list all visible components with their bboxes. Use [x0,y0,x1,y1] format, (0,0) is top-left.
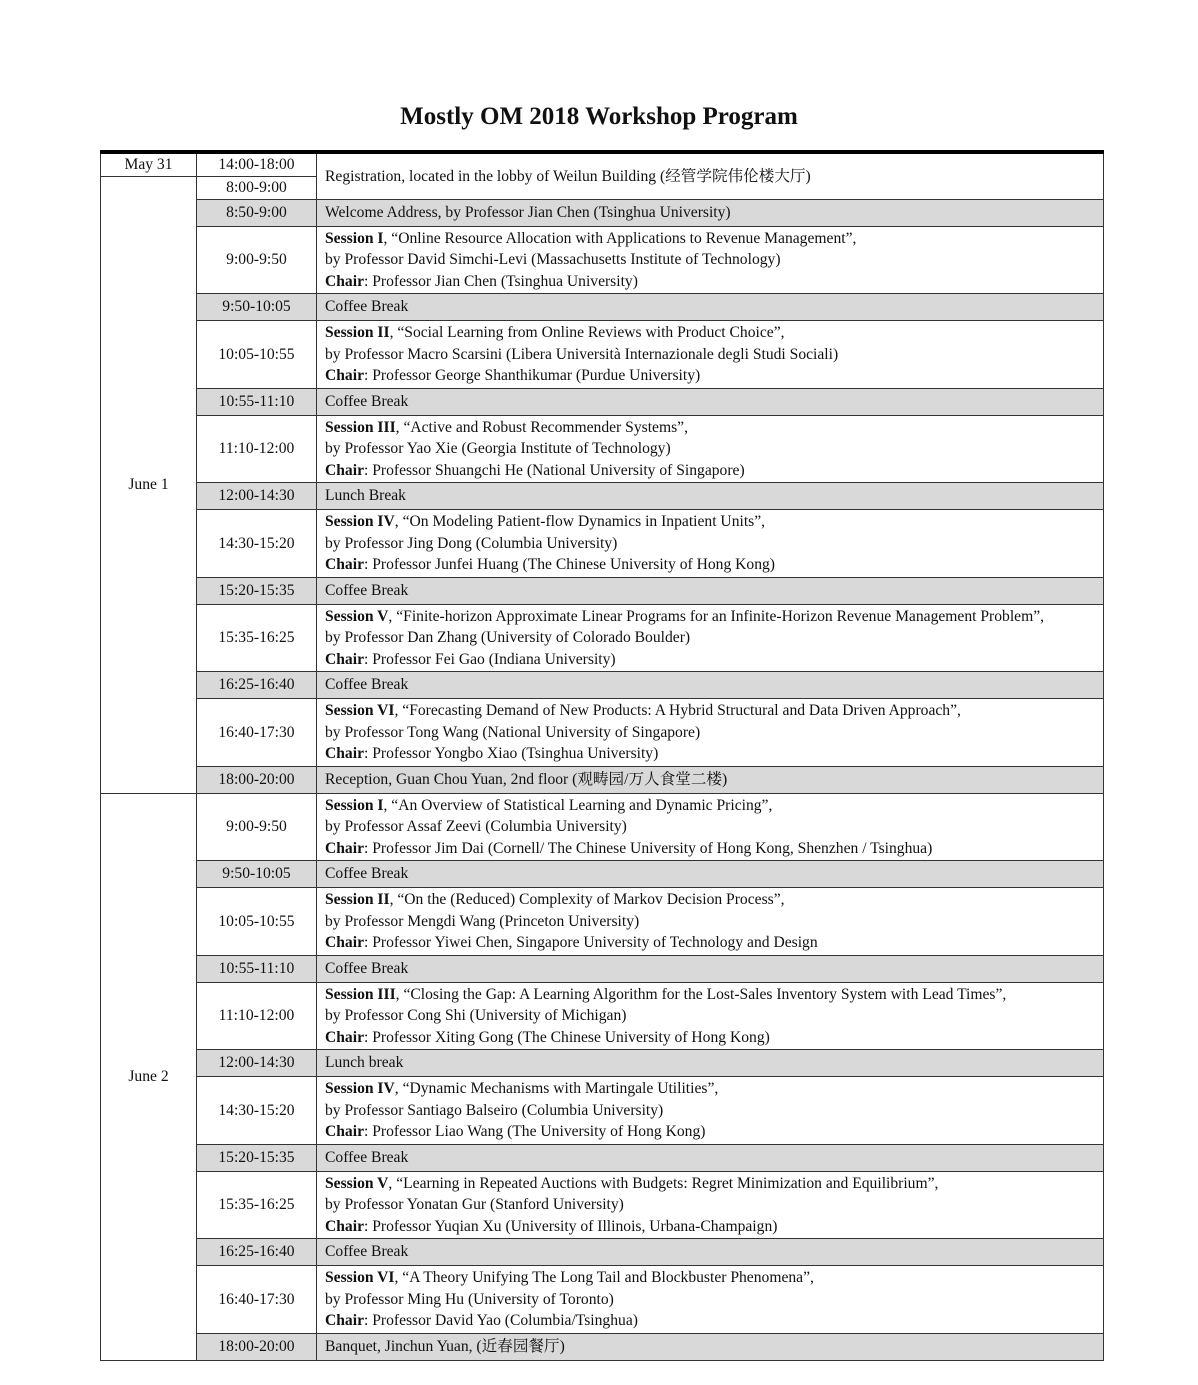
session-title-line [325,417,1095,439]
chair-line [325,932,1095,954]
chair-line [325,1121,1095,1143]
session-title-line [325,228,1095,250]
chair-line [325,1027,1095,1049]
event-cell: Coffee Break [317,1144,1104,1171]
session-title-line [325,511,1095,533]
table-row [101,1171,1104,1239]
session-title: , “Online Resource Allocation with Applications to Revenue Management”, [383,229,857,247]
chair-name: : Professor Yiwei Chen, Singapore University of Technology and Design [363,934,818,951]
session-label: Session III [325,418,396,436]
event-cell: Coffee Break [317,1239,1104,1266]
chair-name: : Professor Yuqian Xu (University of Illinois, Urbana-Champaign) [363,1217,778,1235]
table-row [101,226,1104,294]
table-row [101,1144,1104,1171]
session-label: Session IV [325,513,395,530]
table-row [101,699,1104,767]
speaker-line: by Professor Dan Zhang (University of Colorado Boulder) [325,629,691,646]
table-row [101,1050,1104,1077]
session-title: , “On the (Reduced) Complexity of Markov Decision Process”, [389,891,785,908]
chair-name: : Professor Yongbo Xiao (Tsinghua University) [363,745,659,762]
speaker-line: by Professor Santiago Balseiro (Columbia University) [325,1101,664,1119]
table-row [101,1239,1104,1266]
session-title-line [325,700,1095,722]
chair-name: : Professor Junfei Huang (The Chinese University of Hong Kong) [363,556,775,573]
session-cell [317,982,1104,1050]
session-label: Session VI [325,1269,395,1286]
registration-cell: Registration, located in the lobby of Weilun Building (经管学院伟伦楼大厅) [317,152,1104,199]
chair-line [325,649,1095,671]
table-row [101,321,1104,389]
time-cell: 16:25-16:40 [197,672,317,699]
session-label: Session III [325,985,396,1003]
table-row [101,415,1104,483]
session-cell [317,793,1104,861]
time-cell: 14:30-15:20 [197,1077,317,1145]
date-cell-june1: June 1 [101,176,197,793]
chair-line [325,743,1095,765]
time-cell: 14:00-18:00 [197,152,317,176]
chair-label: Chair [325,272,364,290]
speaker-line: by Professor Jing Dong (Columbia University) [325,534,618,552]
session-title-line [325,322,1095,344]
chair-label: Chair [325,461,364,479]
time-cell: 15:35-16:25 [197,1171,317,1239]
time-cell: 16:40-17:30 [197,699,317,767]
table-row [101,955,1104,982]
chair-label: Chair [325,839,364,857]
speaker-line: by Professor Tong Wang (National University of Singapore) [325,723,701,741]
speaker-line: by Professor David Simchi-Levi (Massachusetts Institute of Technology) [325,251,781,268]
speaker-line: by Professor Ming Hu (University of Toronto) [325,1290,614,1308]
time-cell: 8:00-9:00 [197,176,317,199]
speaker-line: by Professor Macro Scarsini (Libera Università Internazionale degli Studi Sociali) [325,345,839,363]
time-cell: 12:00-14:30 [197,483,317,510]
session-cell [317,226,1104,294]
event-cell: Banquet, Jinchun Yuan, (近春园餐厅) [317,1333,1104,1360]
chair-name: : Professor David Yao (Columbia/Tsinghua) [363,1312,638,1329]
event-cell: Coffee Break [317,861,1104,888]
table-row [101,199,1104,226]
chair-name: : Professor Shuangchi He (National University of Singapore) [363,461,745,479]
table-row [101,766,1104,793]
chair-line [325,554,1095,576]
session-title-line [325,984,1095,1006]
session-title: , “Learning in Repeated Auctions with Budgets: Regret Minimization and Equilibrium”, [388,1174,939,1192]
table-row [101,672,1104,699]
session-title-line [325,1173,1095,1195]
chair-label: Chair [325,367,364,384]
session-title: , “Forecasting Demand of New Products: A Hybrid Structural and Data Driven Approach”, [394,702,961,719]
chair-name: : Professor Liao Wang (The University of Hong Kong) [363,1123,706,1140]
page-title: Mostly OM 2018 Workshop Program [400,103,798,130]
chair-label: Chair [325,1312,364,1329]
table-row [101,577,1104,604]
session-title: , “Closing the Gap: A Learning Algorithm for the Lost-Sales Inventory System with Lead Times”, [395,985,1007,1003]
program-table [100,150,1104,1361]
time-cell: 10:55-11:10 [197,955,317,982]
table-row [101,1077,1104,1145]
time-cell: 10:55-11:10 [197,388,317,415]
chair-name: : Professor Jian Chen (Tsinghua University) [363,272,638,290]
session-cell [317,1266,1104,1334]
chair-name: : Professor Fei Gao (Indiana University) [363,650,616,668]
time-cell: 9:00-9:50 [197,226,317,294]
time-cell: 12:00-14:30 [197,1050,317,1077]
session-title: , “Social Learning from Online Reviews with Product Choice”, [389,324,785,341]
event-cell: Coffee Break [317,388,1104,415]
session-title: , “Active and Robust Recommender Systems”, [395,418,688,436]
session-title: , “Dynamic Mechanisms with Martingale Utilities”, [394,1080,719,1097]
session-cell [317,1077,1104,1145]
session-title-line [325,1078,1095,1100]
table-row [101,793,1104,861]
chair-line [325,838,1095,860]
session-cell [317,699,1104,767]
time-cell: 15:35-16:25 [197,604,317,672]
session-label: Session II [325,324,390,341]
chair-line [325,1216,1095,1238]
chair-label: Chair [325,1217,364,1235]
time-cell: 10:05-10:55 [197,888,317,956]
event-cell: Reception, Guan Chou Yuan, 2nd floor (观畴园/万人食堂二楼) [317,766,1104,793]
session-title-line [325,1267,1095,1289]
time-cell: 9:50-10:05 [197,861,317,888]
session-cell [317,510,1104,578]
speaker-line: by Professor Cong Shi (University of Michigan) [325,1007,627,1024]
session-title-line [325,606,1095,628]
table-row [101,604,1104,672]
session-label: Session I [325,796,384,814]
table-row [101,1333,1104,1360]
speaker-line: by Professor Mengdi Wang (Princeton University) [325,912,640,930]
table-row [101,152,1104,176]
time-cell: 18:00-20:00 [197,1333,317,1360]
session-cell [317,1171,1104,1239]
date-cell-june2: June 2 [101,793,197,1360]
chair-label: Chair [325,1123,364,1140]
time-cell: 16:40-17:30 [197,1266,317,1334]
event-cell: Welcome Address, by Professor Jian Chen (Tsinghua University) [317,199,1104,226]
time-cell: 18:00-20:00 [197,766,317,793]
table-row [101,861,1104,888]
session-label: Session VI [325,702,395,719]
chair-name: : Professor Jim Dai (Cornell/ The Chinese University of Hong Kong, Shenzhen / Tsinghua) [363,839,933,857]
session-cell [317,415,1104,483]
event-cell: Coffee Break [317,294,1104,321]
time-cell: 15:20-15:35 [197,577,317,604]
event-cell: Lunch break [317,1050,1104,1077]
session-title: , “Finite-horizon Approximate Linear Programs for an Infinite-Horizon Revenue Management Problem”, [388,607,1045,625]
time-cell: 16:25-16:40 [197,1239,317,1266]
chair-label: Chair [325,934,364,951]
chair-name: : Professor George Shanthikumar (Purdue University) [363,367,701,384]
table-row [101,388,1104,415]
table-row [101,510,1104,578]
time-cell: 8:50-9:00 [197,199,317,226]
time-cell: 11:10-12:00 [197,415,317,483]
chair-line [325,271,1095,293]
session-title: , “A Theory Unifying The Long Tail and Blockbuster Phenomena”, [394,1269,814,1286]
session-title-line [325,795,1095,817]
session-title: , “On Modeling Patient-flow Dynamics in Inpatient Units”, [394,513,766,530]
chair-label: Chair [325,745,364,762]
chair-name: : Professor Xiting Gong (The Chinese University of Hong Kong) [363,1028,770,1046]
speaker-line: by Professor Assaf Zeevi (Columbia University) [325,818,627,835]
event-cell: Coffee Break [317,672,1104,699]
time-cell: 14:30-15:20 [197,510,317,578]
time-cell: 10:05-10:55 [197,321,317,389]
session-cell [317,604,1104,672]
table-row [101,294,1104,321]
event-cell: Coffee Break [317,577,1104,604]
chair-line [325,460,1095,482]
session-label: Session V [325,1174,389,1192]
speaker-line: by Professor Yao Xie (Georgia Institute of Technology) [325,440,671,457]
chair-line [325,365,1095,387]
time-cell: 15:20-15:35 [197,1144,317,1171]
session-label: Session I [325,229,384,247]
table-row [101,982,1104,1050]
session-title-line [325,889,1095,911]
chair-line [325,1310,1095,1332]
time-cell: 11:10-12:00 [197,982,317,1050]
chair-label: Chair [325,556,364,573]
event-cell: Lunch Break [317,483,1104,510]
session-label: Session II [325,891,390,908]
event-cell: Coffee Break [317,955,1104,982]
session-label: Session V [325,607,389,625]
session-cell [317,321,1104,389]
time-cell: 9:50-10:05 [197,294,317,321]
chair-label: Chair [325,1028,364,1046]
table-row [101,1266,1104,1334]
speaker-line: by Professor Yonatan Gur (Stanford University) [325,1196,624,1213]
session-cell [317,888,1104,956]
date-cell: May 31 [101,152,197,176]
table-row [101,483,1104,510]
time-cell: 9:00-9:50 [197,793,317,861]
table-row [101,888,1104,956]
chair-label: Chair [325,650,364,668]
session-label: Session IV [325,1080,395,1097]
session-title: , “An Overview of Statistical Learning and Dynamic Pricing”, [383,796,773,814]
